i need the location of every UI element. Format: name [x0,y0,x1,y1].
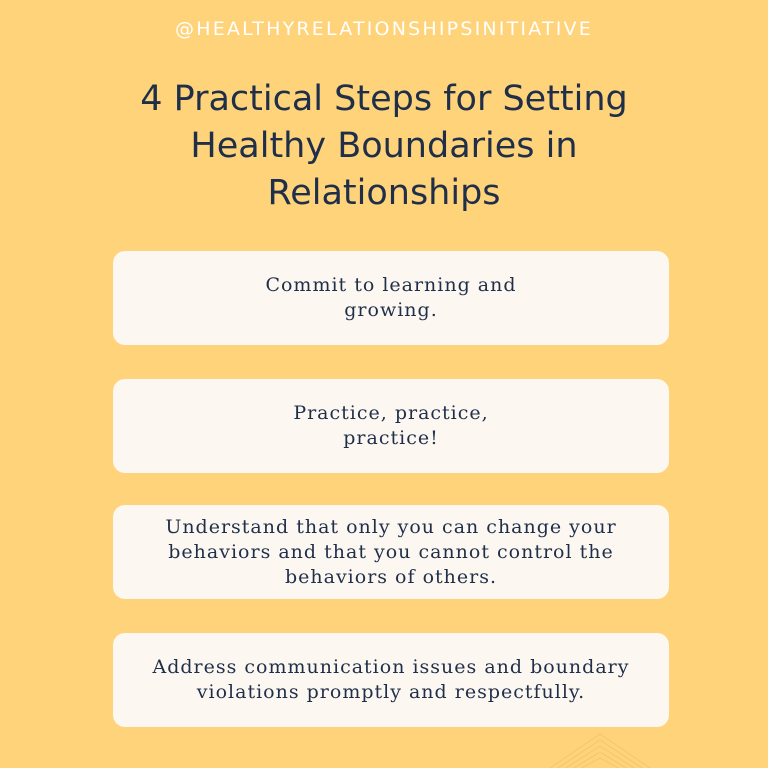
step-line: behaviors of others. [284,565,498,588]
step-line: Practice, practice, [293,402,489,424]
account-handle: @HEALTHYRELATIONSHIPSINITIATIVE [175,18,593,40]
step-text [153,655,630,705]
step-card-4 [113,633,669,727]
title-line: Relationships [267,173,501,213]
step-line: practice! [343,427,439,449]
step-line: violations promptly and respectfully. [196,681,586,703]
step-card-3 [113,505,669,599]
step-card-2 [113,379,669,473]
step-text [293,401,488,451]
step-text [165,515,616,590]
step-text [265,273,516,323]
page-title [0,76,768,217]
step-line: Commit to learning and [265,274,517,296]
step-line: behaviors and that you cannot control the [168,540,614,563]
decorative-pattern-icon [540,728,660,768]
title-line: Healthy Boundaries in [190,126,578,166]
title-line: 4 Practical Steps for Setting [140,79,628,119]
step-line: Address communication issues and boundary [152,656,630,678]
step-line: Understand that only you can change your [165,515,617,538]
step-card-1 [113,251,669,345]
step-line: growing. [344,299,438,321]
